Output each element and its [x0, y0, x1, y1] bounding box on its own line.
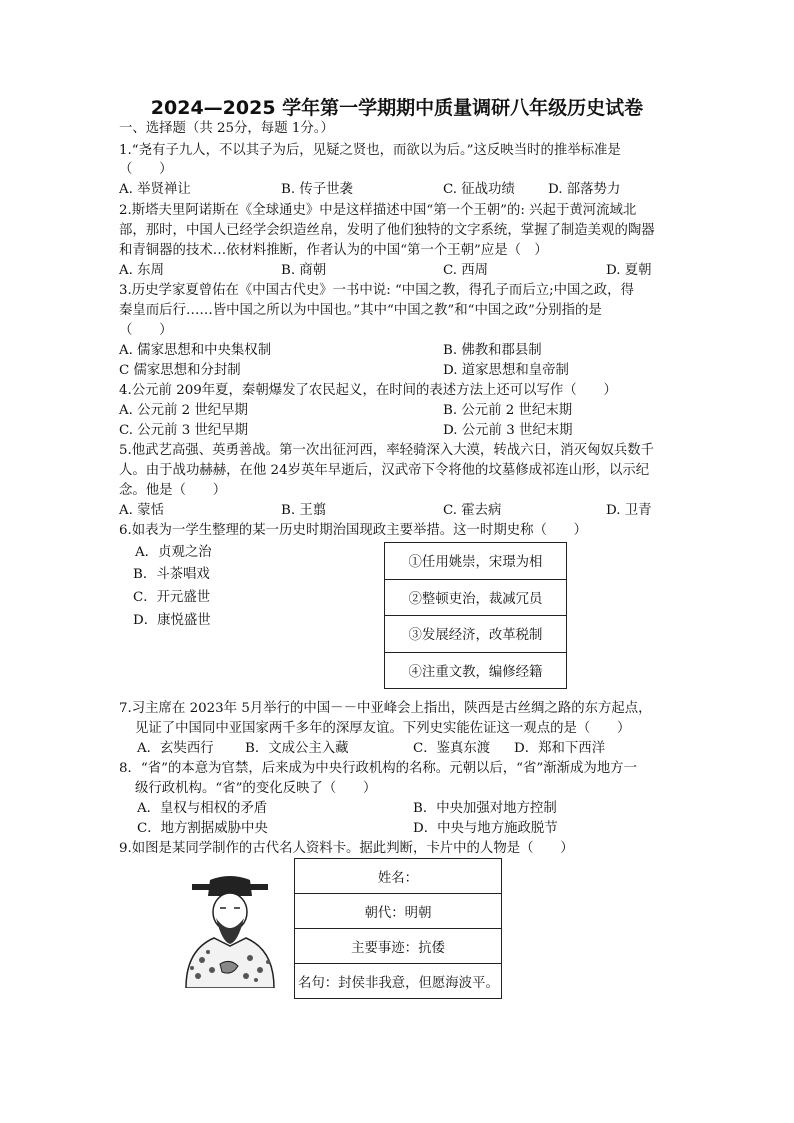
q1-option-d[interactable]: D. 部落势力: [548, 182, 621, 197]
q4-option-a[interactable]: A. 公元前 2 世纪早期: [119, 403, 248, 418]
q3-option-c[interactable]: C 儒家思想和分封制: [119, 363, 241, 378]
q9-stem-line-1: 9.如图是某同学制作的古代名人资料卡。据此判断，卡片中的人物是（ ）: [119, 841, 574, 856]
q3-stem-line-2: 秦皇而后行……皆中国之所以为中国也。”其中“中国之教”和“中国之政”分别指的是: [119, 303, 602, 318]
q3-option-d[interactable]: D. 道家思想和皇帝制: [443, 363, 569, 378]
q8-option-a[interactable]: A．皇权与相权的矛盾: [137, 801, 268, 816]
q6-table-row-2: ②整顿吏治，裁减冗员: [385, 579, 567, 616]
q3-option-b[interactable]: B. 佛教和郡县制: [443, 343, 542, 358]
q2-stem-line-1: 2.斯塔夫里阿诺斯在《全球通史》中是这样描述中国“第一个王朝”的: 兴起于黄河流域北: [119, 203, 637, 218]
card-quote: 名句：封侯非我意，但愿海波平。: [295, 964, 502, 999]
portrait-image: [180, 872, 280, 988]
q9-info-card: [294, 858, 502, 999]
q1-option-a[interactable]: A. 举贤禅让: [119, 182, 191, 197]
q5-stem-line-1: 5.他武艺高强、英勇善战。第一次出征河西，率轻骑深入大漠，转战六日，消灭匈奴兵数千: [119, 443, 655, 458]
q5-stem-line-2: 人。由于战功赫赫，在他 24岁英年早逝后，汉武帝下令将他的坟墓修成祁连山形，以示纪: [119, 463, 650, 478]
q2-stem-line-3: 和青铜器的技术…依材料推断，作者认为的中国“第一个王朝”应是（ ）: [119, 243, 548, 258]
exam-title: 2024—2025 学年第一学期期中质量调研八年级历史试卷: [150, 97, 644, 119]
q7-option-c[interactable]: C．鉴真东渡: [413, 741, 491, 756]
q6-option-d[interactable]: D．康悦盛世: [133, 613, 211, 628]
card-deeds: 主要事迹：抗倭: [295, 929, 502, 964]
q1-stem-line-2: （ ）: [119, 162, 173, 177]
q1-option-c[interactable]: C. 征战功绩: [443, 182, 515, 197]
q8-stem-line-1: 8．“省”的本意为官禁，后来成为中央行政机构的名称。元朝以后，“省”渐渐成为地方一: [119, 761, 637, 776]
q6-option-c[interactable]: C．开元盛世: [133, 590, 211, 605]
q7-option-d[interactable]: D．郑和下西洋: [514, 741, 606, 756]
q6-measures-table: [384, 542, 567, 689]
q7-stem-line-1: 7.习主席在 2023年 5月举行的中国－－中亚峰会上指出，陕西是古丝绸之路的东方起点，: [119, 701, 652, 716]
q6-table-row-1: ①任用姚崇，宋璟为相: [385, 543, 567, 580]
q1-stem-line-1: 1.“尧有子九人，不以其子为后，见疑之贤也，而欲以为后。”这反映当时的推举标准是: [119, 143, 621, 158]
q6-stem-line-1: 6.如表为一学生整理的某一历史时期治国现政主要举措。这一时期史称（ ）: [119, 523, 588, 538]
q3-stem-line-3: （ ）: [119, 323, 173, 338]
q4-stem-line-1: 4.公元前 209年夏，秦朝爆发了农民起义，在时间的表述方法上还可以写作（ ）: [119, 383, 617, 398]
q7-stem-line-2: 见证了中国同中亚国家两千多年的深厚友谊。下列史实能佐证这一观点的是（ ）: [135, 721, 631, 736]
q5-option-c[interactable]: C. 霍去病: [443, 503, 502, 518]
q6-option-b[interactable]: B．斗茶唱戏: [133, 567, 210, 582]
q5-option-a[interactable]: A. 蒙恬: [119, 503, 164, 518]
q7-option-b[interactable]: B．文成公主入藏: [245, 741, 349, 756]
q4-option-c[interactable]: C. 公元前 3 世纪早期: [119, 423, 249, 438]
q5-stem-line-3: 念。他是（ ）: [119, 483, 227, 498]
q2-option-b[interactable]: B. 商朝: [281, 263, 327, 278]
q2-option-a[interactable]: A. 东周: [119, 263, 164, 278]
q1-option-b[interactable]: B. 传子世袭: [281, 182, 353, 197]
q5-option-d[interactable]: D. 卫青: [606, 503, 652, 518]
card-dynasty: 朝代：明朝: [295, 894, 502, 929]
q5-option-b[interactable]: B. 王翦: [281, 503, 327, 518]
q3-stem-line-1: 3.历史学家夏曾佑在《中国古代史》一书中说: “中国之教，得孔子而后立;中国之政，得: [119, 283, 634, 298]
q6-table-row-3: ③发展经济，改革税制: [385, 616, 567, 653]
q8-option-b[interactable]: B．中央加强对地方控制: [413, 801, 557, 816]
q2-option-d[interactable]: D. 夏朝: [606, 263, 652, 278]
q4-option-d[interactable]: D. 公元前 3 世纪末期: [443, 423, 573, 438]
q6-table-row-4: ④注重文教，编修经籍: [385, 652, 567, 689]
q8-option-d[interactable]: D．中央与地方施政脱节: [413, 821, 558, 836]
q4-option-b[interactable]: B. 公元前 2 世纪末期: [443, 403, 573, 418]
q8-option-c[interactable]: C．地方割据威胁中央: [137, 821, 268, 836]
q3-option-a[interactable]: A. 儒家思想和中央集权制: [119, 343, 272, 358]
section-header: 一、选择题（共 25分，每题 1分。）: [119, 121, 334, 136]
q2-option-c[interactable]: C. 西周: [443, 263, 489, 278]
q8-stem-line-2: 级行政机构。“省”的变化反映了（ ）: [135, 781, 377, 796]
q2-stem-line-2: 部，那时，中国人已经学会织造丝帛，发明了他们独特的文字系统，掌握了制造美观的陶器: [119, 223, 655, 238]
q6-option-a[interactable]: A．贞观之治: [135, 545, 212, 560]
card-name: 姓名：: [295, 859, 502, 894]
q7-option-a[interactable]: A．玄奘西行: [137, 741, 214, 756]
